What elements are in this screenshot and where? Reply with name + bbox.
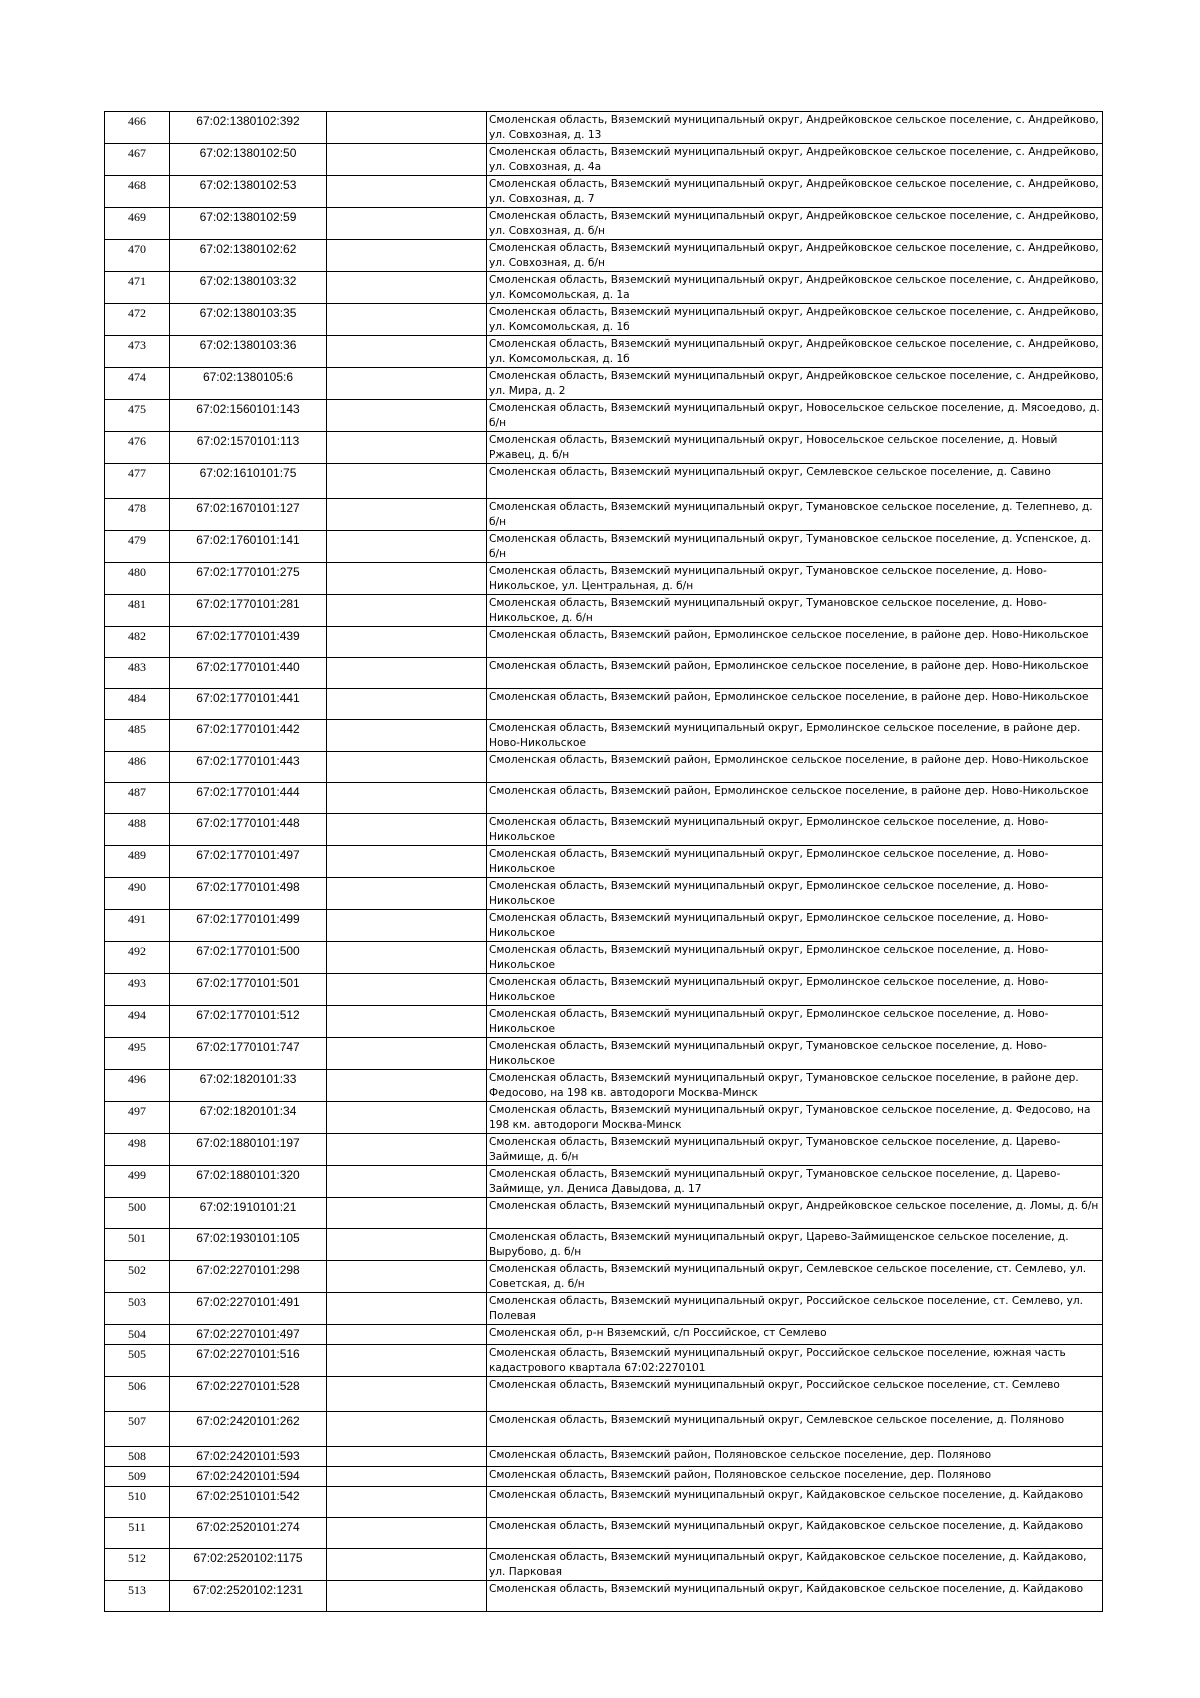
address-cell: Смоленская область, Вяземский муниципальный округ, Ермолинское сельское поселение, д. Ново-Никольское	[487, 878, 1103, 910]
address-cell: Смоленская область, Вяземский муниципальный округ, Андрейковское сельское поселение, с. Андрейково, ул. Совхозная, д. 4а	[487, 144, 1103, 176]
cadastral-number-cell: 67:02:1610101:75	[170, 464, 327, 499]
table-row	[105, 144, 1103, 176]
address-cell: Смоленская область, Вяземский муниципальный округ, Андрейковское сельское поселение, с. Андрейково, ул. Совхозная, д. б/н	[487, 208, 1103, 240]
empty-cell	[327, 304, 487, 336]
address-cell: Смоленская область, Вяземский муниципальный округ, Новосельское сельское поселение, д. Новый Ржавец, д. б/н	[487, 432, 1103, 464]
table-row	[105, 1198, 1103, 1229]
table-row	[105, 464, 1103, 499]
row-number-cell: 467	[105, 144, 170, 176]
cadastral-number-cell: 67:02:1560101:143	[170, 400, 327, 432]
empty-cell	[327, 595, 487, 627]
row-number-cell: 477	[105, 464, 170, 499]
table-row	[105, 1487, 1103, 1518]
table-row	[105, 272, 1103, 304]
row-number-cell: 469	[105, 208, 170, 240]
empty-cell	[327, 400, 487, 432]
address-cell: Смоленская область, Вяземский муниципальный округ, Кайдаковское сельское поселение, д. Кайдаково, ул. Парковая	[487, 1549, 1103, 1581]
cadastral-number-cell: 67:02:1380103:32	[170, 272, 327, 304]
address-cell: Смоленская область, Вяземский муниципальный округ, Тумановское сельское поселение, д. Царево-Займище, д. б/н	[487, 1134, 1103, 1166]
empty-cell	[327, 272, 487, 304]
empty-cell	[327, 499, 487, 531]
empty-cell	[327, 1006, 487, 1038]
cadastral-number-cell: 67:02:1770101:498	[170, 878, 327, 910]
table-row	[105, 1518, 1103, 1549]
address-cell: Смоленская область, Вяземский муниципальный округ, Андрейковское сельское поселение, с. Андрейково, ул. Мира, д. 2	[487, 368, 1103, 400]
address-cell: Смоленская область, Вяземский муниципальный округ, Андрейковское сельское поселение, с. Андрейково, ул. Комсомольская, д. 1б	[487, 304, 1103, 336]
cadastral-number-cell: 67:02:2420101:594	[170, 1467, 327, 1487]
cadastral-number-cell: 67:02:1770101:444	[170, 783, 327, 814]
row-number-cell: 466	[105, 112, 170, 144]
cadastral-number-cell: 67:02:1380105:6	[170, 368, 327, 400]
table-row	[105, 1229, 1103, 1261]
cadastral-number-cell: 67:02:2420101:593	[170, 1447, 327, 1467]
table-row	[105, 1102, 1103, 1134]
empty-cell	[327, 1549, 487, 1581]
cadastral-number-cell: 67:02:1670101:127	[170, 499, 327, 531]
empty-cell	[327, 240, 487, 272]
cadastral-number-cell: 67:02:2270101:298	[170, 1261, 327, 1293]
cadastral-number-cell: 67:02:1880101:197	[170, 1134, 327, 1166]
empty-cell	[327, 1345, 487, 1377]
table-row	[105, 658, 1103, 689]
table-row	[105, 1134, 1103, 1166]
row-number-cell: 502	[105, 1261, 170, 1293]
address-cell: Смоленская область, Вяземский муниципальный округ, Тумановское сельское поселение, в районе дер. Федосово, на 198 кв. автодороги Москва-Минск	[487, 1070, 1103, 1102]
empty-cell	[327, 144, 487, 176]
table-row	[105, 368, 1103, 400]
address-cell: Смоленская область, Вяземский муниципальный округ, Ермолинское сельское поселение, д. Ново-Никольское	[487, 814, 1103, 846]
empty-cell	[327, 752, 487, 783]
row-number-cell: 493	[105, 974, 170, 1006]
empty-cell	[327, 1229, 487, 1261]
address-cell: Смоленская область, Вяземский муниципальный округ, Российское сельское поселение, ст. Семлево	[487, 1377, 1103, 1412]
empty-cell	[327, 531, 487, 563]
cadastral-number-cell: 67:02:1770101:747	[170, 1038, 327, 1070]
cadastral-number-cell: 67:02:1770101:439	[170, 627, 327, 658]
address-cell: Смоленская область, Вяземский муниципальный округ, Царево-Займищенское сельское поселение, д. Вырубово, д. б/н	[487, 1229, 1103, 1261]
address-cell: Смоленская область, Вяземский муниципальный округ, Кайдаковское сельское поселение, д. Кайдаково	[487, 1581, 1103, 1612]
row-number-cell: 499	[105, 1166, 170, 1198]
empty-cell	[327, 1518, 487, 1549]
row-number-cell: 501	[105, 1229, 170, 1261]
table-row	[105, 878, 1103, 910]
cadastral-number-cell: 67:02:1770101:512	[170, 1006, 327, 1038]
empty-cell	[327, 1070, 487, 1102]
table-row	[105, 814, 1103, 846]
row-number-cell: 506	[105, 1377, 170, 1412]
cadastral-number-cell: 67:02:2270101:516	[170, 1345, 327, 1377]
table-row	[105, 720, 1103, 752]
row-number-cell: 470	[105, 240, 170, 272]
empty-cell	[327, 368, 487, 400]
table-row	[105, 240, 1103, 272]
address-cell: Смоленская область, Вяземский муниципальный округ, Кайдаковское сельское поселение, д. Кайдаково	[487, 1487, 1103, 1518]
empty-cell	[327, 1293, 487, 1325]
address-cell: Смоленская область, Вяземский муниципальный округ, Ермолинское сельское поселение, д. Ново-Никольское	[487, 846, 1103, 878]
address-cell: Смоленская область, Вяземский муниципальный округ, Семлевское сельское поселение, д. Савино	[487, 464, 1103, 499]
cadastral-number-cell: 67:02:1770101:442	[170, 720, 327, 752]
address-cell: Смоленская область, Вяземский муниципальный округ, Тумановское сельское поселение, д. Царево-Займище, ул. Дениса Давыдова, д. 17	[487, 1166, 1103, 1198]
address-cell: Смоленская область, Вяземский муниципальный округ, Российское сельское поселение, южная часть кадастрового квартала 67:02:2270101	[487, 1345, 1103, 1377]
address-cell: Смоленская область, Вяземский район, Ермолинское сельское поселение, в районе дер. Ново-Никольское	[487, 752, 1103, 783]
table-row	[105, 1377, 1103, 1412]
address-cell: Смоленская область, Вяземский муниципальный округ, Тумановское сельское поселение, д. Ново-Никольское, ул. Центральная, д. б/н	[487, 563, 1103, 595]
empty-cell	[327, 658, 487, 689]
table-row	[105, 1345, 1103, 1377]
row-number-cell: 509	[105, 1467, 170, 1487]
cadastral-number-cell: 67:02:1910101:21	[170, 1198, 327, 1229]
table-row	[105, 974, 1103, 1006]
table-row	[105, 942, 1103, 974]
cadastral-number-cell: 67:02:1380102:62	[170, 240, 327, 272]
table-row	[105, 1038, 1103, 1070]
table-row	[105, 432, 1103, 464]
address-cell: Смоленская область, Вяземский муниципальный округ, Андрейковское сельское поселение, с. Андрейково, ул. Совхозная, д. 13	[487, 112, 1103, 144]
address-cell: Смоленская область, Вяземский муниципальный округ, Тумановское сельское поселение, д. Ново-Никольское	[487, 1038, 1103, 1070]
address-cell: Смоленская область, Вяземский муниципальный округ, Тумановское сельское поселение, д. Федосово, на 198 км. автодороги Москва-Минск	[487, 1102, 1103, 1134]
table-row	[105, 595, 1103, 627]
cadastral-number-cell: 67:02:2520102:1175	[170, 1549, 327, 1581]
empty-cell	[327, 1261, 487, 1293]
row-number-cell: 489	[105, 846, 170, 878]
row-number-cell: 510	[105, 1487, 170, 1518]
cadastral-number-cell: 67:02:1380102:50	[170, 144, 327, 176]
empty-cell	[327, 464, 487, 499]
empty-cell	[327, 1487, 487, 1518]
table-row	[105, 627, 1103, 658]
table-row	[105, 1261, 1103, 1293]
table-row	[105, 1467, 1103, 1487]
row-number-cell: 490	[105, 878, 170, 910]
row-number-cell: 478	[105, 499, 170, 531]
row-number-cell: 483	[105, 658, 170, 689]
empty-cell	[327, 910, 487, 942]
cadastral-number-cell: 67:02:2510101:542	[170, 1487, 327, 1518]
empty-cell	[327, 846, 487, 878]
empty-cell	[327, 1412, 487, 1447]
empty-cell	[327, 1134, 487, 1166]
cadastral-number-cell: 67:02:1770101:448	[170, 814, 327, 846]
row-number-cell: 474	[105, 368, 170, 400]
cadastral-number-cell: 67:02:1770101:501	[170, 974, 327, 1006]
table-row	[105, 1581, 1103, 1612]
cadastral-number-cell: 67:02:1820101:33	[170, 1070, 327, 1102]
empty-cell	[327, 720, 487, 752]
land-plots-table	[104, 111, 1103, 1612]
table-row	[105, 1293, 1103, 1325]
table-row	[105, 176, 1103, 208]
address-cell: Смоленская область, Вяземский муниципальный округ, Тумановское сельское поселение, д. Телепнево, д. б/н	[487, 499, 1103, 531]
empty-cell	[327, 176, 487, 208]
empty-cell	[327, 878, 487, 910]
cadastral-number-cell: 67:02:2270101:491	[170, 1293, 327, 1325]
row-number-cell: 494	[105, 1006, 170, 1038]
empty-cell	[327, 627, 487, 658]
table-row	[105, 689, 1103, 720]
address-cell: Смоленская область, Вяземский район, Ермолинское сельское поселение, в районе дер. Ново-Никольское	[487, 689, 1103, 720]
empty-cell	[327, 208, 487, 240]
address-cell: Смоленская область, Вяземский муниципальный округ, Ермолинское сельское поселение, д. Ново-Никольское	[487, 910, 1103, 942]
cadastral-number-cell: 67:02:2270101:497	[170, 1325, 327, 1345]
empty-cell	[327, 336, 487, 368]
empty-cell	[327, 1198, 487, 1229]
cadastral-number-cell: 67:02:1770101:443	[170, 752, 327, 783]
table-row	[105, 1006, 1103, 1038]
table-row	[105, 1325, 1103, 1345]
table-row	[105, 499, 1103, 531]
empty-cell	[327, 1166, 487, 1198]
table-row	[105, 752, 1103, 783]
address-cell: Смоленская область, Вяземский муниципальный округ, Ермолинское сельское поселение, д. Ново-Никольское	[487, 942, 1103, 974]
address-cell: Смоленская область, Вяземский муниципальный округ, Семлевское сельское поселение, ст. Семлево, ул. Советская, д. б/н	[487, 1261, 1103, 1293]
table-row	[105, 304, 1103, 336]
address-cell: Смоленская область, Вяземский муниципальный округ, Ермолинское сельское поселение, д. Ново-Никольское	[487, 1006, 1103, 1038]
table-row	[105, 112, 1103, 144]
cadastral-number-cell: 67:02:1380102:392	[170, 112, 327, 144]
table-row	[105, 336, 1103, 368]
empty-cell	[327, 1325, 487, 1345]
cadastral-number-cell: 67:02:1770101:275	[170, 563, 327, 595]
empty-cell	[327, 783, 487, 814]
cadastral-number-cell: 67:02:2520101:274	[170, 1518, 327, 1549]
address-cell: Смоленская область, Вяземский муниципальный округ, Андрейковское сельское поселение, с. Андрейково, ул. Совхозная, д. 7	[487, 176, 1103, 208]
row-number-cell: 481	[105, 595, 170, 627]
cadastral-number-cell: 67:02:1570101:113	[170, 432, 327, 464]
row-number-cell: 479	[105, 531, 170, 563]
row-number-cell: 475	[105, 400, 170, 432]
empty-cell	[327, 1038, 487, 1070]
row-number-cell: 472	[105, 304, 170, 336]
table-row	[105, 208, 1103, 240]
address-cell: Смоленская область, Вяземский муниципальный округ, Тумановское сельское поселение, д. Успенское, д. б/н	[487, 531, 1103, 563]
address-cell: Смоленская область, Вяземский муниципальный округ, Ермолинское сельское поселение, д. Ново-Никольское	[487, 974, 1103, 1006]
row-number-cell: 500	[105, 1198, 170, 1229]
address-cell: Смоленская обл, р-н Вяземский, с/п Российское, ст Семлево	[487, 1325, 1103, 1345]
empty-cell	[327, 689, 487, 720]
row-number-cell: 468	[105, 176, 170, 208]
address-cell: Смоленская область, Вяземский район, Поляновское сельское поселение, дер. Поляново	[487, 1467, 1103, 1487]
address-cell: Смоленская область, Вяземский муниципальный округ, Российское сельское поселение, ст. Семлево, ул. Полевая	[487, 1293, 1103, 1325]
row-number-cell: 496	[105, 1070, 170, 1102]
table-row	[105, 846, 1103, 878]
empty-cell	[327, 1467, 487, 1487]
cadastral-number-cell: 67:02:1770101:497	[170, 846, 327, 878]
table-row	[105, 910, 1103, 942]
row-number-cell: 487	[105, 783, 170, 814]
row-number-cell: 480	[105, 563, 170, 595]
row-number-cell: 503	[105, 1293, 170, 1325]
row-number-cell: 492	[105, 942, 170, 974]
empty-cell	[327, 974, 487, 1006]
address-cell: Смоленская область, Вяземский муниципальный округ, Тумановское сельское поселение, д. Ново-Никольское, д. б/н	[487, 595, 1103, 627]
row-number-cell: 498	[105, 1134, 170, 1166]
address-cell: Смоленская область, Вяземский муниципальный округ, Ермолинское сельское поселение, в районе дер. Ново-Никольское	[487, 720, 1103, 752]
cadastral-number-cell: 67:02:1770101:441	[170, 689, 327, 720]
empty-cell	[327, 563, 487, 595]
address-cell: Смоленская область, Вяземский муниципальный округ, Кайдаковское сельское поселение, д. Кайдаково	[487, 1518, 1103, 1549]
row-number-cell: 473	[105, 336, 170, 368]
address-cell: Смоленская область, Вяземский муниципальный округ, Андрейковское сельское поселение, с. Андрейково, ул. Совхозная, д. б/н	[487, 240, 1103, 272]
cadastral-number-cell: 67:02:1760101:141	[170, 531, 327, 563]
row-number-cell: 507	[105, 1412, 170, 1447]
row-number-cell: 508	[105, 1447, 170, 1467]
cadastral-number-cell: 67:02:1380103:35	[170, 304, 327, 336]
row-number-cell: 485	[105, 720, 170, 752]
row-number-cell: 484	[105, 689, 170, 720]
address-cell: Смоленская область, Вяземский муниципальный округ, Андрейковское сельское поселение, с. Андрейково, ул. Комсомольская, д. 1б	[487, 336, 1103, 368]
row-number-cell: 504	[105, 1325, 170, 1345]
cadastral-number-cell: 67:02:1770101:440	[170, 658, 327, 689]
address-cell: Смоленская область, Вяземский муниципальный округ, Андрейковское сельское поселение, с. Андрейково, ул. Комсомольская, д. 1а	[487, 272, 1103, 304]
address-cell: Смоленская область, Вяземский район, Ермолинское сельское поселение, в районе дер. Ново-Никольское	[487, 783, 1103, 814]
row-number-cell: 491	[105, 910, 170, 942]
cadastral-number-cell: 67:02:2420101:262	[170, 1412, 327, 1447]
cadastral-number-cell: 67:02:1770101:281	[170, 595, 327, 627]
cadastral-number-cell: 67:02:2520102:1231	[170, 1581, 327, 1612]
cadastral-number-cell: 67:02:1380103:36	[170, 336, 327, 368]
table-row	[105, 563, 1103, 595]
address-cell: Смоленская область, Вяземский муниципальный округ, Андрейковское сельское поселение, д. Ломы, д. б/н	[487, 1198, 1103, 1229]
table-body	[105, 112, 1103, 1612]
cadastral-number-cell: 67:02:1380102:59	[170, 208, 327, 240]
cadastral-number-cell: 67:02:1770101:500	[170, 942, 327, 974]
empty-cell	[327, 814, 487, 846]
table-row	[105, 1166, 1103, 1198]
row-number-cell: 513	[105, 1581, 170, 1612]
row-number-cell: 495	[105, 1038, 170, 1070]
row-number-cell: 511	[105, 1518, 170, 1549]
row-number-cell: 471	[105, 272, 170, 304]
row-number-cell: 497	[105, 1102, 170, 1134]
cadastral-number-cell: 67:02:1820101:34	[170, 1102, 327, 1134]
empty-cell	[327, 1581, 487, 1612]
empty-cell	[327, 942, 487, 974]
row-number-cell: 476	[105, 432, 170, 464]
empty-cell	[327, 112, 487, 144]
row-number-cell: 512	[105, 1549, 170, 1581]
empty-cell	[327, 1377, 487, 1412]
cadastral-number-cell: 67:02:1770101:499	[170, 910, 327, 942]
table-row	[105, 1412, 1103, 1447]
table-row	[105, 1549, 1103, 1581]
row-number-cell: 488	[105, 814, 170, 846]
row-number-cell: 482	[105, 627, 170, 658]
table-row	[105, 1070, 1103, 1102]
table-row	[105, 531, 1103, 563]
address-cell: Смоленская область, Вяземский муниципальный округ, Семлевское сельское поселение, д. Поляново	[487, 1412, 1103, 1447]
address-cell: Смоленская область, Вяземский район, Ермолинское сельское поселение, в районе дер. Ново-Никольское	[487, 658, 1103, 689]
cadastral-number-cell: 67:02:1380102:53	[170, 176, 327, 208]
cadastral-number-cell: 67:02:1930101:105	[170, 1229, 327, 1261]
row-number-cell: 486	[105, 752, 170, 783]
table-row	[105, 1447, 1103, 1467]
row-number-cell: 505	[105, 1345, 170, 1377]
empty-cell	[327, 1447, 487, 1467]
cadastral-number-cell: 67:02:1880101:320	[170, 1166, 327, 1198]
address-cell: Смоленская область, Вяземский район, Ермолинское сельское поселение, в районе дер. Ново-Никольское	[487, 627, 1103, 658]
cadastral-number-cell: 67:02:2270101:528	[170, 1377, 327, 1412]
table-row	[105, 400, 1103, 432]
address-cell: Смоленская область, Вяземский муниципальный округ, Новосельское сельское поселение, д. Мясоедово, д. б/н	[487, 400, 1103, 432]
empty-cell	[327, 1102, 487, 1134]
table-row	[105, 783, 1103, 814]
empty-cell	[327, 432, 487, 464]
address-cell: Смоленская область, Вяземский район, Поляновское сельское поселение, дер. Поляново	[487, 1447, 1103, 1467]
